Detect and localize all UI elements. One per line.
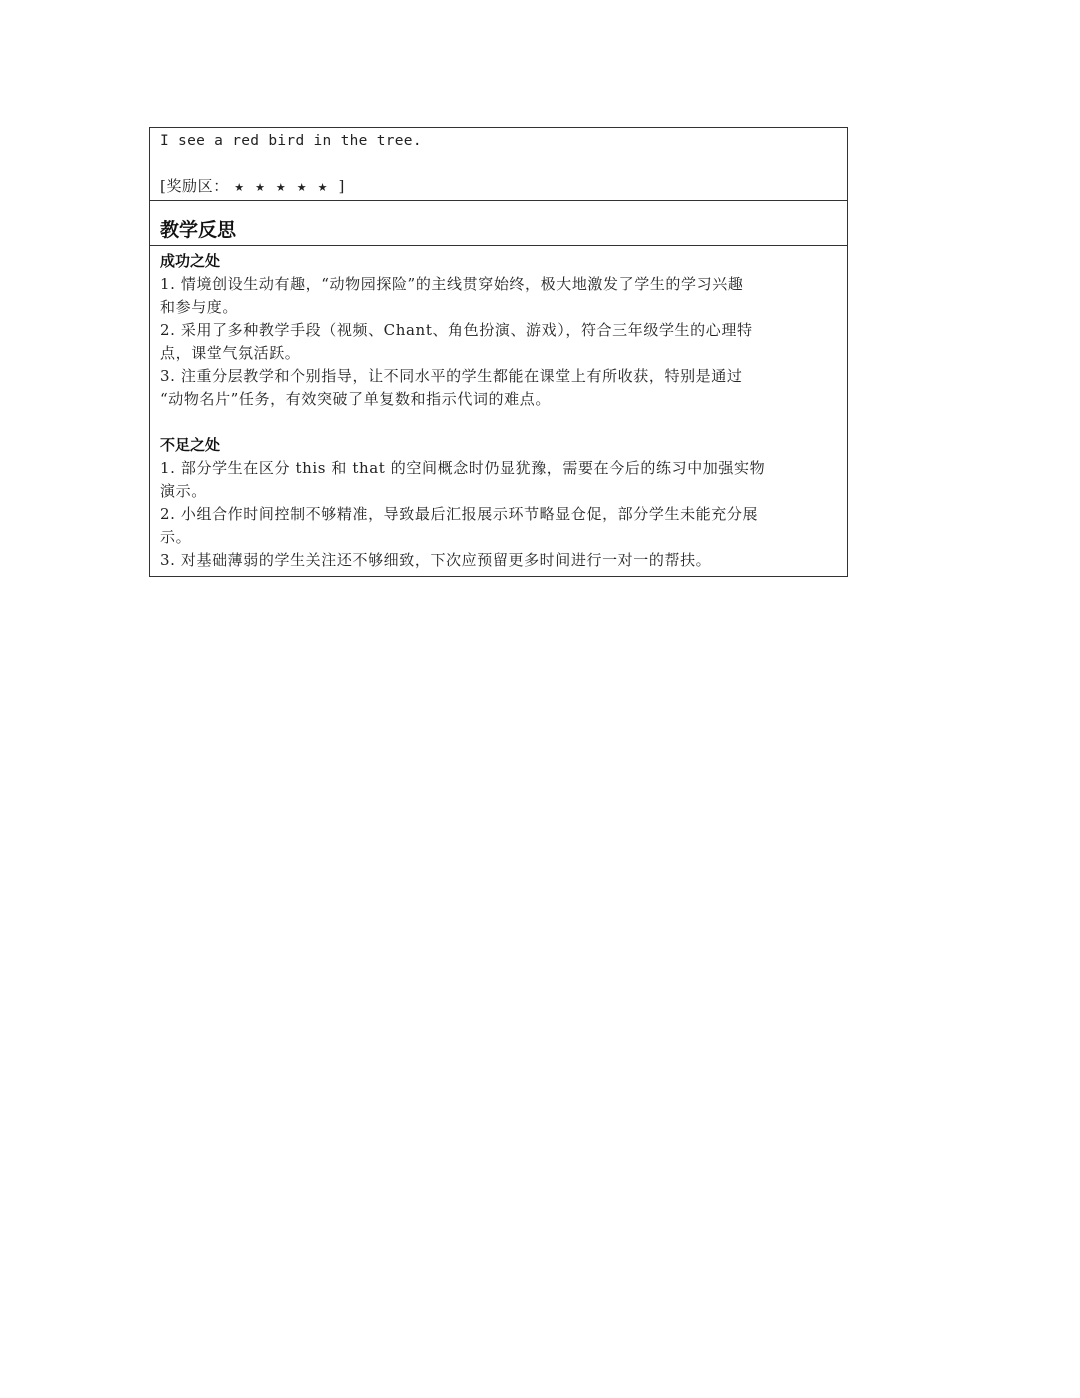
success-line: 点，课堂气氛活跃。 (160, 344, 301, 362)
shortcoming-line: 1. 部分学生在区分 this 和 that 的空间概念时仍显犹豫，需要在今后的练习中加强实物 (160, 459, 766, 477)
reward-area (160, 175, 837, 199)
lesson-table (149, 127, 848, 577)
reward-suffix: ] (338, 177, 345, 195)
reflection-body-cell (150, 246, 847, 576)
shortcoming-line: 示。 (160, 528, 192, 546)
success-line: “动物名片”任务，有效突破了单复数和指示代词的难点。 (160, 390, 551, 408)
star-icon: ★ (255, 181, 266, 194)
success-line: 和参与度。 (160, 298, 239, 316)
section-spacer (160, 411, 837, 434)
star-icon: ★ (275, 181, 287, 194)
star-icon: ★ (317, 181, 329, 194)
activity-cell (150, 128, 847, 201)
star-icon: ★ (234, 181, 245, 194)
success-line: 2. 采用了多种教学手段（视频、Chant、角色扮演、游戏），符合三年级学生的心理特 (160, 321, 753, 339)
reflection-header-cell (150, 201, 847, 246)
success-line: 1. 情境创设生动有趣，“动物园探险”的主线贯穿始终，极大地激发了学生的学习兴趣 (160, 275, 744, 293)
shortcoming-line: 2. 小组合作时间控制不够精准，导致最后汇报展示环节略显仓促，部分学生未能充分展 (160, 505, 759, 523)
success-line: 3. 注重分层教学和个别指导，让不同水平的学生都能在课堂上有所收获，特别是通过 (160, 367, 743, 385)
reflection-title: 教学反思 (160, 219, 237, 241)
shortcoming-line: 3. 对基础薄弱的学生关注还不够细致，下次应预留更多时间进行一对一的帮扶。 (160, 551, 712, 569)
shortcoming-line: 演示。 (160, 482, 207, 500)
shortcoming-title: 不足之处 (160, 436, 221, 454)
success-title: 成功之处 (160, 252, 221, 270)
star-icon: ★ (296, 181, 308, 194)
reward-prefix: [奖励区： (160, 177, 229, 195)
example-sentence: I see a red bird in the tree. (160, 133, 422, 149)
